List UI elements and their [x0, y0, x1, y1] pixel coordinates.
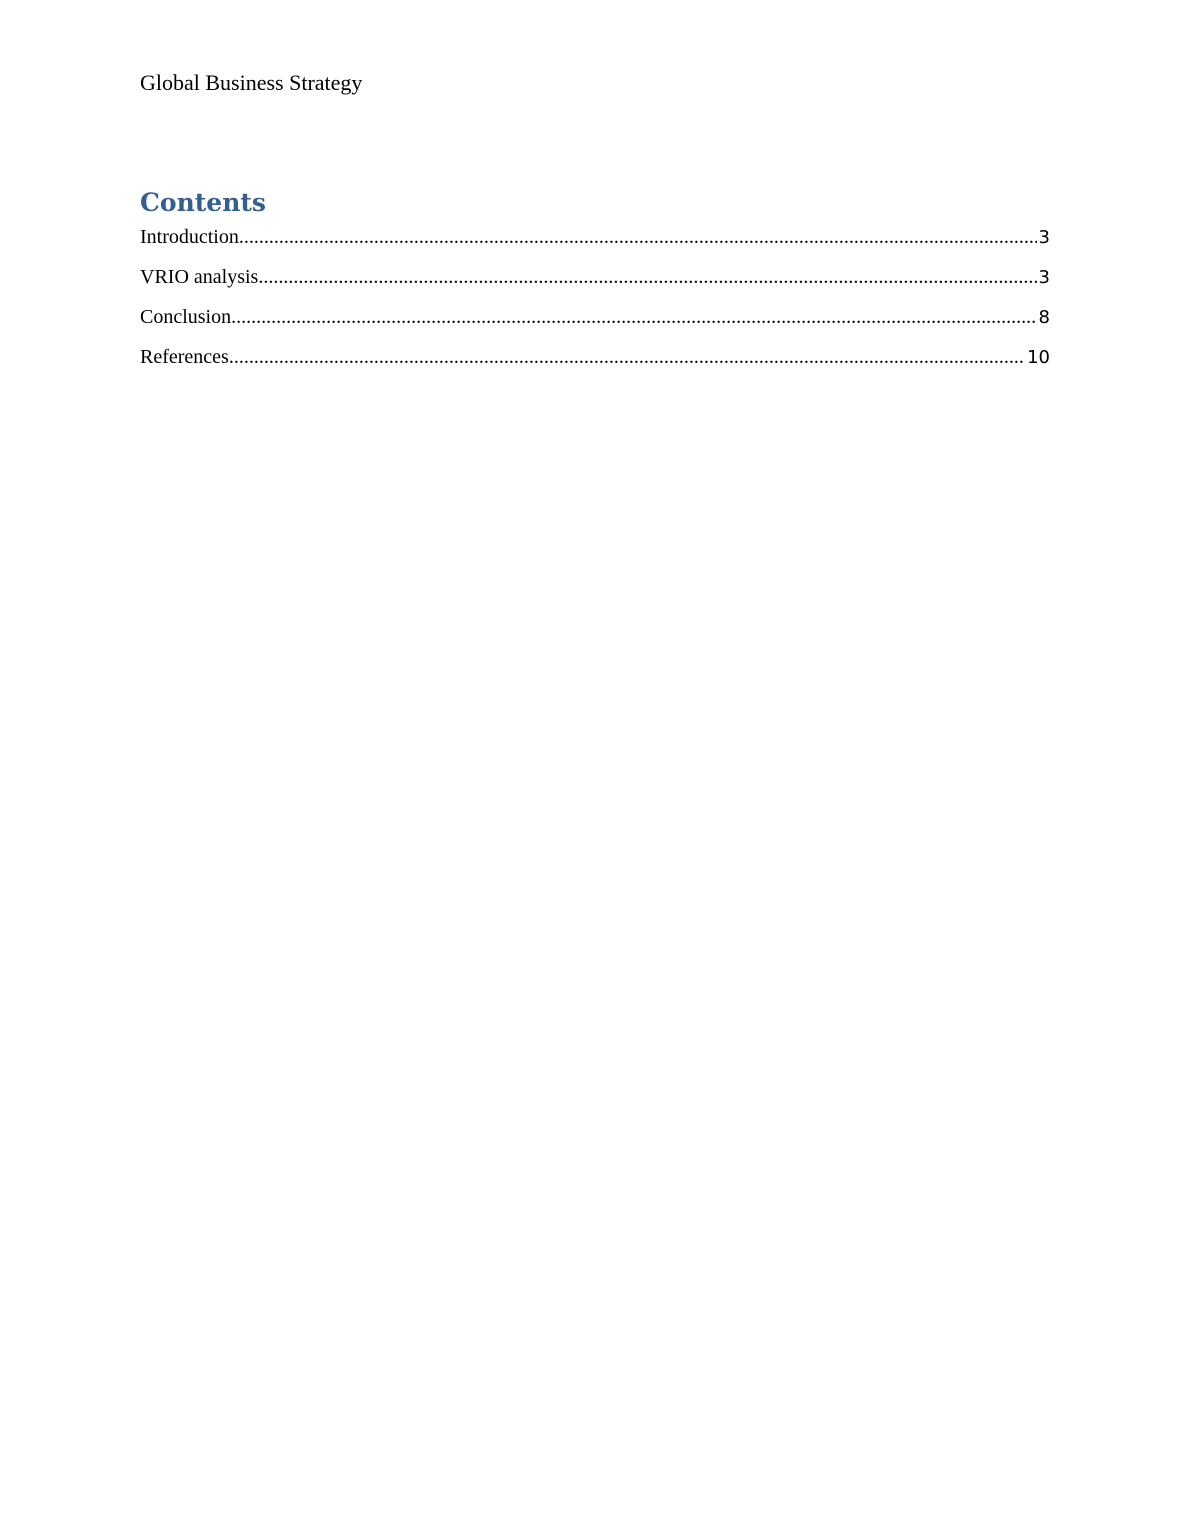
table-of-contents-heading: Contents — [140, 188, 267, 217]
toc-entry-page-number: 8 — [1038, 307, 1050, 328]
toc-entry-page-number: 3 — [1038, 227, 1050, 248]
toc-entry-page-number: 10 — [1027, 347, 1050, 368]
table-of-contents — [140, 222, 1050, 382]
toc-entry-conclusion[interactable] — [140, 302, 1050, 342]
toc-entry-page-number: 3 — [1038, 267, 1050, 288]
toc-entry-references[interactable] — [140, 342, 1050, 382]
document-header-title: Global Business Strategy — [140, 70, 363, 95]
toc-entry-vrio-analysis[interactable] — [140, 262, 1050, 302]
toc-dot-leader — [239, 222, 1037, 252]
toc-dot-leader — [231, 302, 1036, 332]
toc-entry-label[interactable]: References — [140, 346, 229, 368]
toc-dot-leader — [258, 262, 1036, 292]
toc-entry-label[interactable]: Introduction — [140, 226, 239, 248]
toc-dot-leader — [229, 342, 1025, 372]
toc-entry-introduction[interactable] — [140, 222, 1050, 262]
toc-entry-label[interactable]: VRIO analysis — [140, 266, 259, 288]
toc-entry-label[interactable]: Conclusion — [140, 306, 232, 328]
